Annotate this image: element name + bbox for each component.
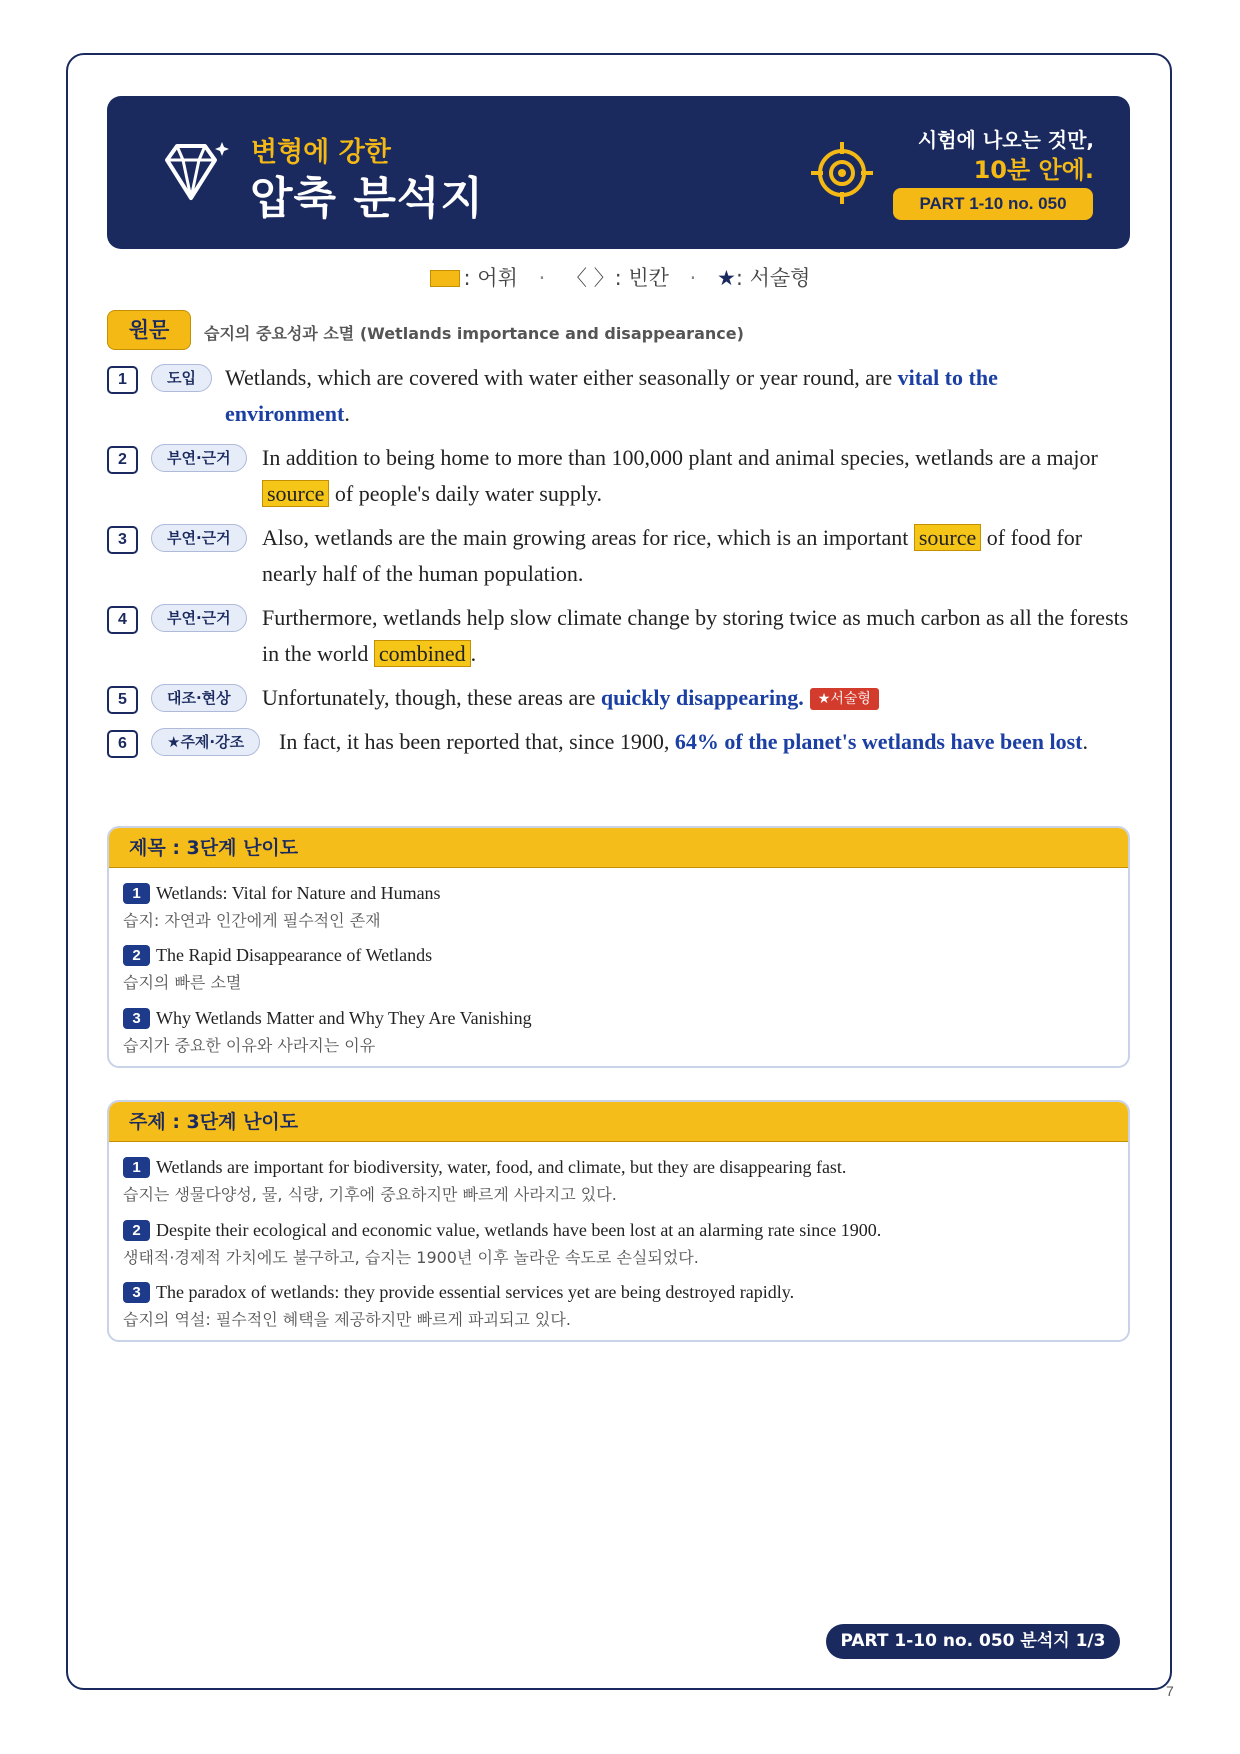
item-english: Despite their ecological and economic value, wetlands have been lost at an alarming rate since 1900. xyxy=(156,1220,882,1240)
sentence-number: 4 xyxy=(107,606,138,634)
title-box xyxy=(107,826,1130,1068)
vocab-highlight: combined xyxy=(374,640,471,667)
role-pill: 대조·현상 xyxy=(151,684,247,712)
item-english: Wetlands are important for biodiversity, water, food, and climate, but they are disappearing fast. xyxy=(156,1157,847,1177)
sentence-segment: Furthermore, wetlands help slow climate change by storing twice as much carbon as all the forests in the world xyxy=(262,605,1129,666)
legend xyxy=(0,262,1240,292)
item-number: 3 xyxy=(123,1282,150,1303)
sentence-number: 1 xyxy=(107,366,138,394)
role-pill: 부연·근거 xyxy=(151,604,247,632)
key-phrase: quickly disappearing. xyxy=(600,685,804,710)
sentence-segment: of people's daily water supply. xyxy=(329,481,603,506)
role-pill: 도입 xyxy=(151,364,212,392)
target-icon xyxy=(809,140,875,206)
role-pill: ★주제·강조 xyxy=(151,728,260,756)
item-english: Why Wetlands Matter and Why They Are Vanishing xyxy=(156,1008,532,1028)
list-item xyxy=(123,1008,532,1056)
item-korean: 습지의 역설: 필수적인 혜택을 제공하지만 빠르게 파괴되고 있다. xyxy=(123,1310,571,1329)
role-pill: 부연·근거 xyxy=(151,524,247,552)
item-number: 1 xyxy=(123,883,150,904)
wonmun-badge: 원문 xyxy=(107,310,191,350)
diamond-icon xyxy=(159,138,229,208)
header-banner xyxy=(107,96,1130,249)
vocab-highlight: source xyxy=(914,524,981,551)
key-phrase: 64% of the planet's wetlands have been lost xyxy=(674,729,1083,754)
sentence-text xyxy=(225,360,1105,432)
title-box-heading: 제목 : 3단계 난이도 xyxy=(109,828,1128,868)
sentence-text xyxy=(262,520,1130,592)
sentence-text xyxy=(279,724,1119,760)
item-number: 2 xyxy=(123,1220,150,1241)
list-item xyxy=(123,1157,846,1205)
list-item xyxy=(123,945,432,993)
part-badge: PART 1-10 no. 050 xyxy=(893,188,1093,220)
item-english: The Rapid Disappearance of Wetlands xyxy=(156,945,433,965)
list-item xyxy=(123,1282,794,1330)
item-korean: 습지가 중요한 이유와 사라지는 이유 xyxy=(123,1036,376,1055)
star-icon: ★ xyxy=(717,266,736,290)
item-number: 2 xyxy=(123,945,150,966)
item-english: The paradox of wetlands: they provide essential services yet are being destroyed rapidly. xyxy=(156,1282,795,1302)
sentence-number: 2 xyxy=(107,446,138,474)
legend-separator: · xyxy=(538,266,546,290)
sentence-segment: . xyxy=(470,641,477,666)
slogan-line1: 시험에 나오는 것만, xyxy=(917,128,1094,152)
sentence-segment: In addition to being home to more than 100,000 plant and animal species, wetlands are a major xyxy=(262,445,1098,470)
key-phrase: vital to the environment xyxy=(225,365,998,426)
footer-badge: PART 1-10 no. 050 분석지 1/3 xyxy=(826,1624,1120,1659)
sentence-segment: of food for nearly half of the human population. xyxy=(262,525,1083,586)
item-number: 1 xyxy=(123,1157,150,1178)
blank-brackets-icon: 〈 〉 xyxy=(565,266,615,290)
sentence-text xyxy=(262,600,1130,672)
item-number: 3 xyxy=(123,1008,150,1029)
sentence-segment: In fact, it has been reported that, since 1900, xyxy=(279,729,675,754)
sentence-number: 6 xyxy=(107,730,138,758)
list-item xyxy=(123,883,441,931)
item-korean: 습지의 빠른 소멸 xyxy=(123,973,242,992)
sentence-segment: . xyxy=(1082,729,1088,754)
slogan-line2: 10분 안에. xyxy=(973,156,1094,184)
legend-separator: · xyxy=(689,266,697,290)
sentence-text xyxy=(262,440,1130,512)
sentence-number: 5 xyxy=(107,686,138,714)
theme-box xyxy=(107,1100,1130,1342)
sentence-text xyxy=(262,680,1130,716)
role-pill: 부연·근거 xyxy=(151,444,247,472)
sentence-segment: Wetlands, which are covered with water either seasonally or year round, are xyxy=(225,365,898,390)
legend-blank-label: : 빈칸 xyxy=(614,266,669,290)
legend-star-label: : 서술형 xyxy=(735,266,811,290)
passage-title: 습지의 중요성과 소멸 (Wetlands importance and disappearance) xyxy=(204,324,744,343)
sentence-segment: . xyxy=(344,401,350,426)
theme-box-heading: 주제 : 3단계 난이도 xyxy=(109,1102,1128,1142)
sentence-segment: Unfortunately, though, these areas are xyxy=(262,685,601,710)
legend-vocab-label: : 어휘 xyxy=(463,266,518,290)
sentence-segment: Also, wetlands are the main growing areas for rice, which is an important xyxy=(262,525,914,550)
item-korean: 생태적·경제적 가치에도 불구하고, 습지는 1900년 이후 놀라운 속도로 손실되었다. xyxy=(123,1248,699,1267)
vocab-highlight: source xyxy=(262,480,329,507)
page-number: 7 xyxy=(1166,1683,1174,1699)
sentence-number: 3 xyxy=(107,526,138,554)
item-english: Wetlands: Vital for Nature and Humans xyxy=(156,883,441,903)
writing-tag: ★서술형 xyxy=(810,688,879,710)
item-korean: 습지는 생물다양성, 물, 식량, 기후에 중요하지만 빠르게 사라지고 있다. xyxy=(123,1185,617,1204)
header-subtitle: 변형에 강한 xyxy=(251,137,391,168)
list-item xyxy=(123,1220,881,1268)
page-title: 압축 분석지 xyxy=(250,173,484,224)
item-korean: 습지: 자연과 인간에게 필수적인 존재 xyxy=(123,911,381,930)
vocab-swatch-icon xyxy=(430,270,460,287)
